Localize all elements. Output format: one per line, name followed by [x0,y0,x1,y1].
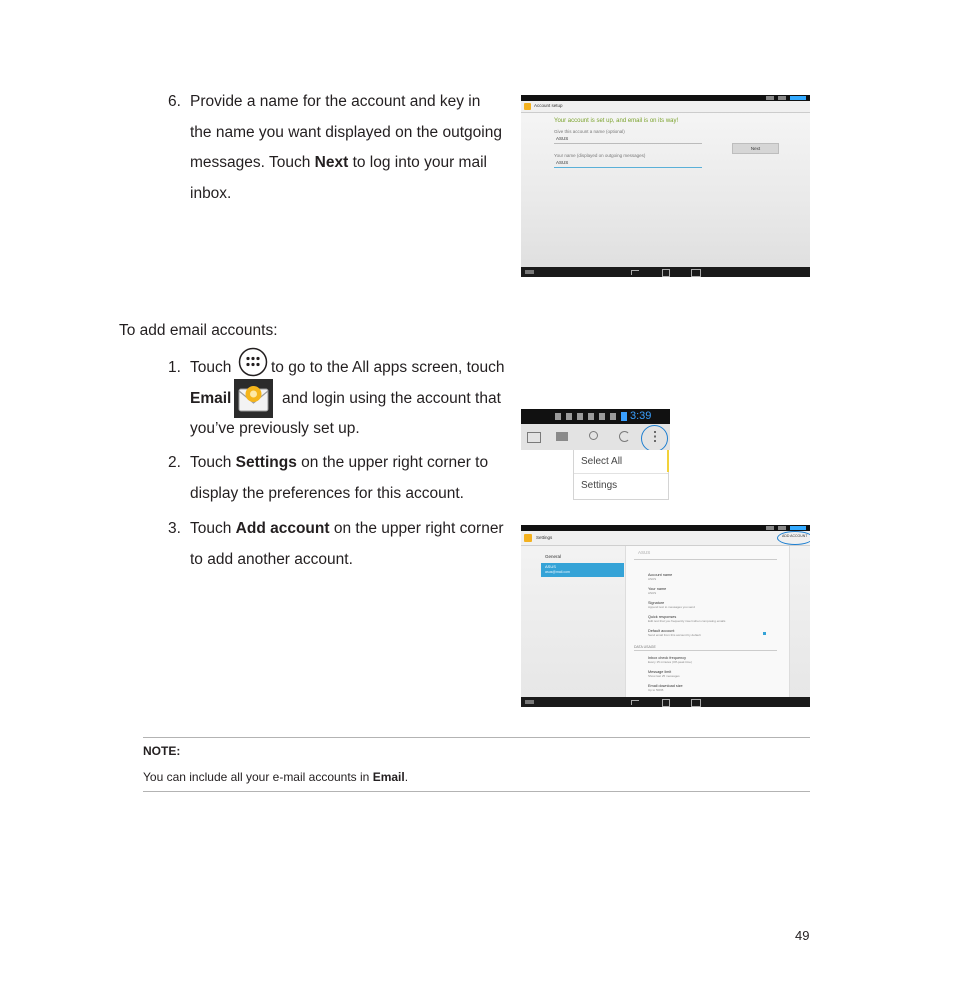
navigation-bar [521,267,810,277]
action-bar [521,101,810,113]
home-icon[interactable] [662,699,670,707]
your-name-input[interactable]: ASUS [556,160,569,165]
action-bar [521,531,810,546]
status-bar [521,409,670,424]
step-number: 2. [168,454,181,471]
overflow-menu-screenshot [521,409,670,500]
next-button[interactable]: Next [732,143,779,154]
note-label: NOTE: [143,744,181,758]
setting-email-download-size[interactable]: Email download size Up to 50KB [648,684,683,692]
recent-apps-icon[interactable] [691,699,701,707]
back-icon[interactable] [631,700,639,705]
account-setup-screenshot [521,95,810,277]
sidebar-item-general[interactable]: General [545,554,562,559]
add-account-keyword: Add account [235,520,330,537]
setting-inbox-check-frequency[interactable]: Inbox check frequency Every 15 minutes (Off-peak time) [648,656,692,664]
all-apps-icon [238,347,268,377]
refresh-icon[interactable] [619,431,630,442]
menu-item-settings[interactable]: Settings [581,480,618,491]
step-6-line-1: Provide a name for the account and key in [190,93,481,110]
navigation-bar [521,697,810,707]
overflow-menu [573,450,669,500]
settings-screenshot [521,525,810,707]
action-bar [521,424,670,450]
clock: 3:39 [630,410,652,422]
setting-default-account[interactable]: Default account Send email from this account by default [648,629,701,637]
home-icon[interactable] [662,269,670,277]
sidebar-item-account[interactable]: ASUS asus@mail.com [541,563,624,577]
setting-signature[interactable]: Signature Append text to messages you send [648,601,695,609]
email-keyword: Email [190,389,232,407]
intro-text: To add email accounts: [119,322,278,339]
compose-icon[interactable] [527,432,541,443]
setting-message-limit[interactable]: Message limit Show last 25 messages [648,670,680,678]
step-6-line-3: messages. Touch Next to log into your mail [190,154,487,171]
field2-label: Your name (displayed on outgoing messages) [554,153,646,158]
app-title: Settings [536,535,553,540]
status-icons [555,413,617,420]
folders-icon[interactable] [556,432,568,441]
data-usage-header: DATA USAGE [634,645,656,649]
back-icon[interactable] [631,270,639,275]
email-app-icon [524,534,532,542]
status-icons [766,526,806,530]
email-app-icon [234,379,273,418]
status-icons [766,96,806,100]
settings-panel [625,546,790,697]
note-top-rule [143,737,810,738]
page-number: 49 [795,928,810,943]
note-bottom-rule [143,791,810,792]
email-app-icon [524,103,531,110]
account-name-input[interactable]: ASUS [556,136,569,141]
setup-heading: Your account is set up, and email is on its way! [554,118,679,124]
default-account-checkbox[interactable] [763,632,766,635]
step-6-line-4: inbox. [190,184,232,202]
email-keyword: Email [372,770,405,784]
setting-quick-responses[interactable]: Quick responses Edit text that you frequently insert when composing emails [648,615,726,623]
keyboard-icon [525,270,534,274]
step-6-line-2: the name you want displayed on the outgoing [190,123,502,141]
menu-item-select-all[interactable]: Select All [581,456,623,467]
highlight-ellipse [777,531,810,545]
keyboard-icon [525,700,534,704]
search-icon[interactable] [589,431,598,440]
highlight-circle [641,425,668,452]
settings-keyword: Settings [235,454,297,471]
next-keyword: Next [314,154,349,171]
app-title: Account setup [534,103,563,108]
step-number: 3. [168,520,181,537]
battery-icon [621,412,627,421]
panel-section-header: ASUS [638,550,651,555]
setting-your-name[interactable]: Your name ASUS [648,587,667,595]
step-number: 1. [168,359,181,376]
settings-sidebar [521,546,623,697]
setting-account-name[interactable]: Account name ASUS [648,573,673,581]
add-account-button[interactable]: ADD ACCOUNT [782,534,808,538]
note-text: You can include all your e-mail accounts in Email. [143,770,409,784]
recent-apps-icon[interactable] [691,269,701,277]
step-number: 6. [168,93,181,110]
field1-label: Give this account a name (optional) [554,129,625,134]
